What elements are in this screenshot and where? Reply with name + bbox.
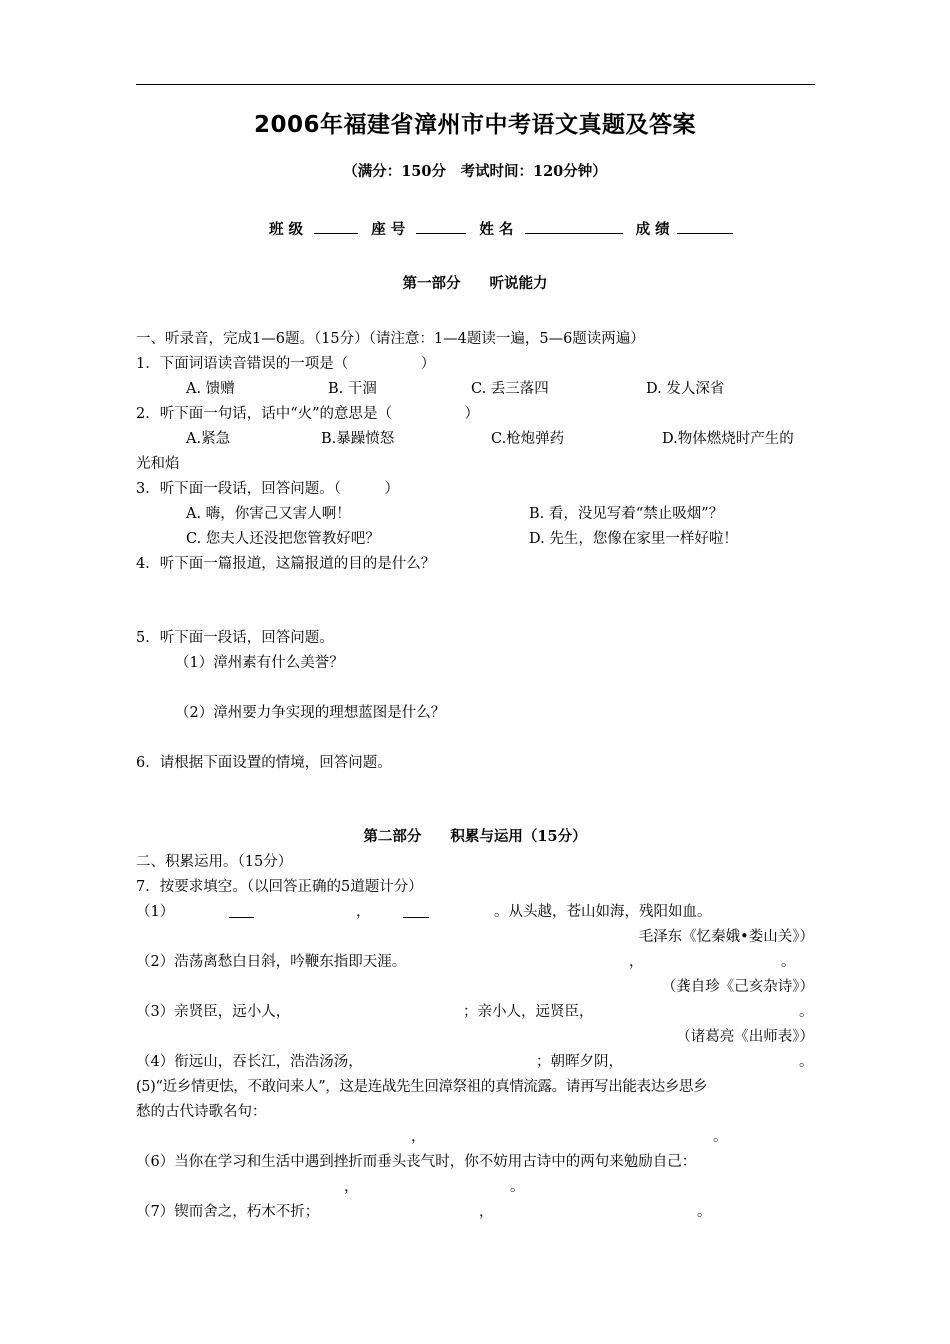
q1-option-b: B. 干涸 (328, 381, 377, 397)
q1-option-a: A. 馈赠 (186, 381, 235, 397)
section2-intro: 二、积累运用。（15分） (136, 854, 293, 870)
fill-item-7-comma: ， (479, 1204, 494, 1220)
q3-option-d: D. 先生，您像在家里一样好啦！ (529, 531, 738, 547)
fill-item-7-period: 。 (697, 1204, 712, 1220)
fill-item-5-line1: (5)“近乡情更怯，不敢问来人”，这是连战先生回漳祭祖的真情流露。请再写出能表达乡思乡 (136, 1079, 708, 1095)
fill-item-1-prefix: （1） (136, 904, 175, 920)
fill-item-2-comma: ， (629, 954, 644, 970)
q5-sub2: （2）漳州要力争实现的理想蓝图是什么？ (175, 705, 446, 721)
q3-option-c: C. 您夫人还没把您管教好吧？ (186, 531, 380, 547)
part2-heading: 第二部分 积累与运用（15分） (363, 828, 587, 845)
fill-item-4-mid: ；朝晖夕阴， (536, 1054, 623, 1070)
q3-stem: 3．听下面一段话，回答问题。（ ） (136, 481, 399, 497)
fill-item-6-comma: ， (344, 1179, 359, 1195)
q2-option-a: A.紧急 (186, 431, 231, 447)
score-blank[interactable] (677, 219, 733, 234)
fill-item-3-period: 。 (799, 1004, 814, 1020)
q2-option-d-wrap: 光和焰 (136, 456, 180, 472)
fill-item-1-blank-b[interactable] (403, 903, 429, 918)
section1-intro: 一、听录音，完成1—6题。（15分）（请注意：1—4题读一遍，5—6题读两遍） (136, 331, 645, 347)
name-label: 姓 名 (479, 221, 514, 238)
fill-item-5-comma: ， (411, 1129, 426, 1145)
fill-item-3-text: （3）亲贤臣，远小人， (136, 1004, 291, 1020)
q1-option-d: D. 发人深省 (646, 381, 725, 397)
q2-stem: 2．听下面一句话，话中“火”的意思是（ ） (136, 406, 480, 422)
fill-item-4-period: 。 (799, 1054, 814, 1070)
fill-item-6-text: （6）当你在学习和生活中遇到挫折而垂头丧气时，你不妨用古诗中的两句来勉励自己： (136, 1154, 697, 1170)
q6-stem: 6．请根据下面设置的情境，回答问题。 (136, 755, 392, 771)
name-blank[interactable] (525, 219, 623, 234)
q5-sub1: （1）漳州素有什么美誉？ (175, 655, 344, 671)
fill-item-2-source: （龚自珍《己亥杂诗》） (661, 979, 814, 995)
class-label: 班 级 (269, 221, 304, 238)
score-label: 成 绩 (635, 221, 670, 238)
fill-item-6-period: 。 (510, 1179, 525, 1195)
exam-subtitle: （满分：150分 考试时间：120分钟） (343, 163, 607, 180)
fill-item-2-text: （2）浩荡离愁白日斜，吟鞭东指即天涯。 (136, 954, 407, 970)
seat-label: 座 号 (371, 221, 406, 238)
fill-item-3-mid: ；亲小人，远贤臣， (463, 1004, 594, 1020)
fill-item-3-source: （诸葛亮《出师表》） (676, 1029, 814, 1045)
fill-item-1-comma: ， (356, 904, 371, 920)
student-info-row (269, 219, 733, 239)
q3-option-b: B. 看，没见写着“禁止吸烟”？ (529, 506, 724, 522)
fill-item-4-text: （4）衔远山，吞长江，浩浩汤汤， (136, 1054, 363, 1070)
q7-intro: 7．按要求填空。（以回答正确的5道题计分） (136, 879, 423, 895)
fill-item-2-period: 。 (781, 954, 796, 970)
page-title: 2006年福建省漳州市中考语文真题及答案 (253, 112, 696, 138)
fill-item-1-blank-a[interactable] (229, 903, 254, 918)
q1-stem: 1．下面词语读音错误的一项是（ ） (136, 356, 436, 372)
q2-option-d: D.物体燃烧时产生的 (662, 431, 794, 447)
q2-option-c: C.枪炮弹药 (491, 431, 565, 447)
fill-item-7-text: （7）锲而舍之，朽木不折； (136, 1204, 320, 1220)
part1-heading: 第一部分 听说能力 (402, 275, 548, 292)
fill-item-5-line2: 愁的古代诗歌名句： (136, 1104, 267, 1120)
fill-item-5-period: 。 (713, 1129, 728, 1145)
seat-blank[interactable] (416, 219, 466, 234)
q4-stem: 4．听下面一篇报道，这篇报道的目的是什么？ (136, 556, 436, 572)
class-blank[interactable] (314, 219, 358, 234)
q1-option-c: C. 丢三落四 (471, 381, 549, 397)
fill-item-1-source: 毛泽东《忆秦娥•娄山关》） (638, 929, 814, 945)
fill-item-1-suffix: 。从头越，苍山如海，残阳如血。 (494, 904, 712, 920)
q3-option-a: A. 嗨，你害己又害人啊！ (186, 506, 351, 522)
top-rule (136, 84, 815, 85)
q5-stem: 5．听下面一段话，回答问题。 (136, 630, 334, 646)
q2-option-b: B.暴躁愤怒 (321, 431, 395, 447)
